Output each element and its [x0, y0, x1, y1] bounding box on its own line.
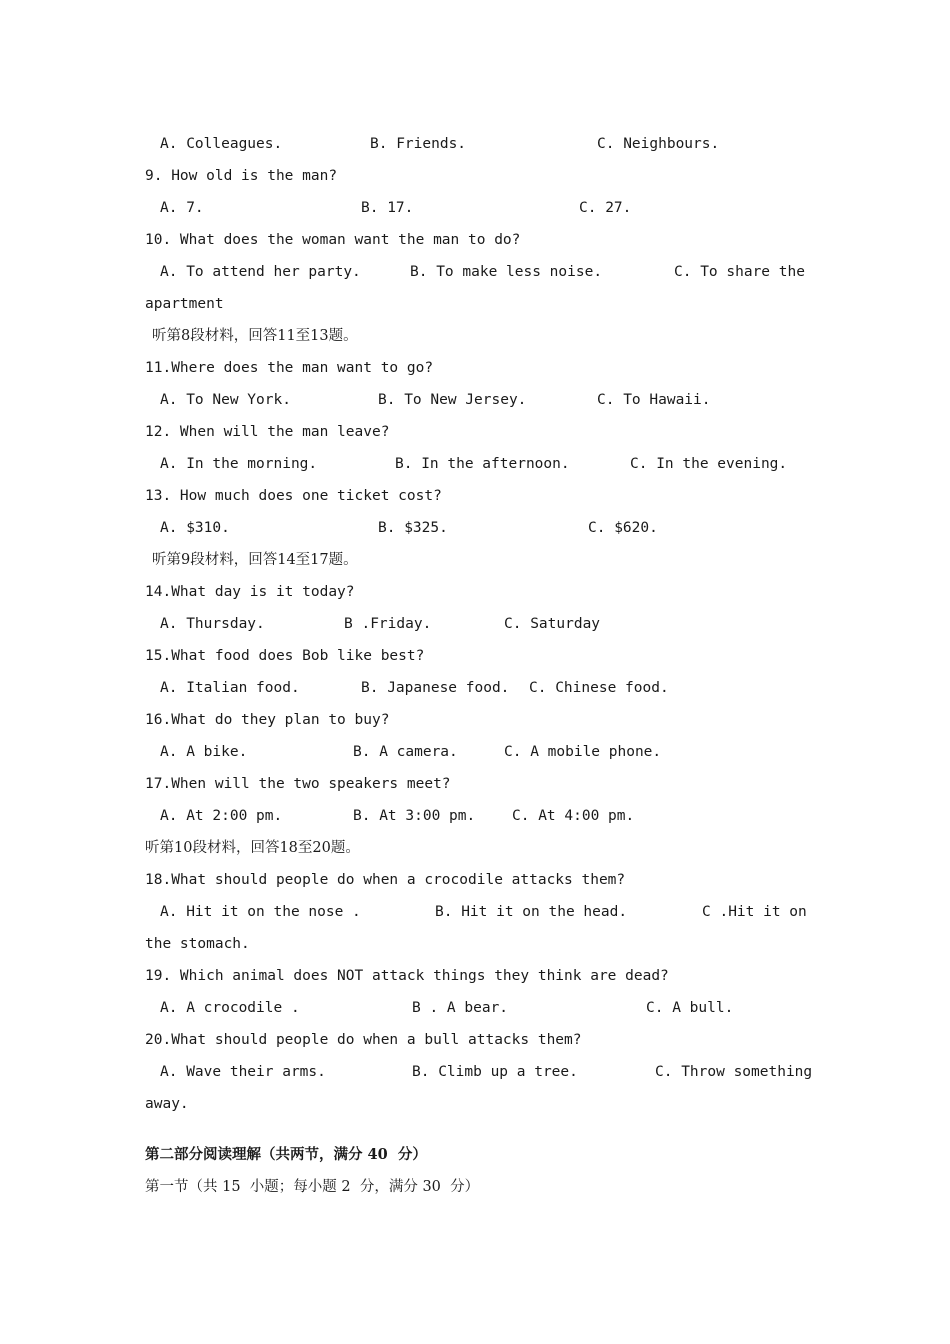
q11-option-b: B. To New Jersey.: [378, 392, 527, 408]
q20-option-b: B. Climb up a tree.: [412, 1064, 578, 1080]
q17-option-b: B. At 3:00 pm.: [353, 808, 476, 824]
q9-option-b: B. 17.: [361, 200, 414, 216]
q14-option-a: A. Thursday.: [160, 616, 265, 632]
q13-option-c: C. $620.: [588, 520, 658, 536]
question-15-options: [145, 677, 810, 699]
question-13-stem: 13. How much does one ticket cost?: [145, 488, 442, 504]
question-16-options: [145, 741, 810, 763]
part-2-title: 第二部分阅读理解（共两节，满分 40 分）: [145, 1146, 427, 1163]
question-20-stem: 20.What should people do when a bull attacks them?: [145, 1032, 582, 1048]
question-12-stem: 12. When will the man leave?: [145, 424, 390, 440]
q17-option-a: A. At 2:00 pm.: [160, 808, 283, 824]
question-8-options: [145, 133, 810, 155]
q16-option-b: B. A camera.: [353, 744, 458, 760]
q20-option-c: C. Throw something: [655, 1064, 813, 1080]
q12-option-b: B. In the afternoon.: [395, 456, 570, 472]
q20-option-a: A. Wave their arms.: [160, 1064, 326, 1080]
q18-option-c-continued: the stomach.: [145, 936, 250, 952]
question-9-options: [145, 197, 810, 219]
question-11-stem: 11.Where does the man want to go?: [145, 360, 434, 376]
q13-option-a: A. $310.: [160, 520, 230, 536]
question-10-stem: 10. What does the woman want the man to do?: [145, 232, 521, 248]
question-19-stem: 19. Which animal does NOT attack things they think are dead?: [145, 968, 669, 984]
q9-option-c: C. 27.: [579, 200, 632, 216]
q15-option-a: A. Italian food.: [160, 680, 300, 696]
q18-option-b: B. Hit it on the head.: [435, 904, 628, 920]
q18-option-a: A. Hit it on the nose .: [160, 904, 361, 920]
question-13-options: [145, 517, 810, 539]
q20-option-c-continued: away.: [145, 1096, 189, 1112]
part-2-section-1-subtitle: 第一节（共 15 小题；每小题 2 分，满分 30 分）: [145, 1179, 480, 1195]
q19-option-a: A. A crocodile .: [160, 1000, 300, 1016]
q8-option-c: C. Neighbours.: [597, 136, 720, 152]
question-17-stem: 17.When will the two speakers meet?: [145, 776, 451, 792]
q17-option-c: C. At 4:00 pm.: [512, 808, 635, 824]
q14-option-c: C. Saturday: [504, 616, 601, 632]
q10-option-c-continued: apartment: [145, 296, 224, 312]
section-9-instruction: 听第9段材料，回答14至17题。: [152, 552, 358, 568]
q14-option-b: B .Friday.: [344, 616, 432, 632]
q16-option-a: A. A bike.: [160, 744, 248, 760]
question-18-stem: 18.What should people do when a crocodile attacks them?: [145, 872, 626, 888]
question-19-options: [145, 997, 810, 1019]
section-8-instruction: 听第8段材料，回答11至13题。: [152, 328, 358, 344]
q11-option-c: C. To Hawaii.: [597, 392, 711, 408]
question-18-options: [145, 901, 810, 923]
question-16-stem: 16.What do they plan to buy?: [145, 712, 390, 728]
question-15-stem: 15.What food does Bob like best?: [145, 648, 425, 664]
question-17-options: [145, 805, 810, 827]
q15-option-b: B. Japanese food.: [361, 680, 510, 696]
q13-option-b: B. $325.: [378, 520, 448, 536]
q10-option-a: A. To attend her party.: [160, 264, 361, 280]
q19-option-b: B . A bear.: [412, 1000, 509, 1016]
q11-option-a: A. To New York.: [160, 392, 291, 408]
question-14-stem: 14.What day is it today?: [145, 584, 355, 600]
question-10-options: [145, 261, 810, 283]
q10-option-c: C. To share the: [674, 264, 805, 280]
question-11-options: [145, 389, 810, 411]
question-20-options: [145, 1061, 813, 1083]
question-9-stem: 9. How old is the man?: [145, 168, 338, 184]
q15-option-c: C. Chinese food.: [529, 680, 669, 696]
q9-option-a: A. 7.: [160, 200, 204, 216]
q16-option-c: C. A mobile phone.: [504, 744, 662, 760]
q19-option-c: C. A bull.: [646, 1000, 734, 1016]
question-14-options: [145, 613, 810, 635]
q12-option-c: C. In the evening.: [630, 456, 788, 472]
q8-option-a: A. Colleagues.: [160, 136, 283, 152]
section-10-instruction: 听第10段材料，回答18至20题。: [145, 840, 360, 856]
question-12-options: [145, 453, 810, 475]
q10-option-b: B. To make less noise.: [410, 264, 603, 280]
q12-option-a: A. In the morning.: [160, 456, 318, 472]
q8-option-b: B. Friends.: [370, 136, 467, 152]
q18-option-c: C .Hit it on: [702, 904, 807, 920]
